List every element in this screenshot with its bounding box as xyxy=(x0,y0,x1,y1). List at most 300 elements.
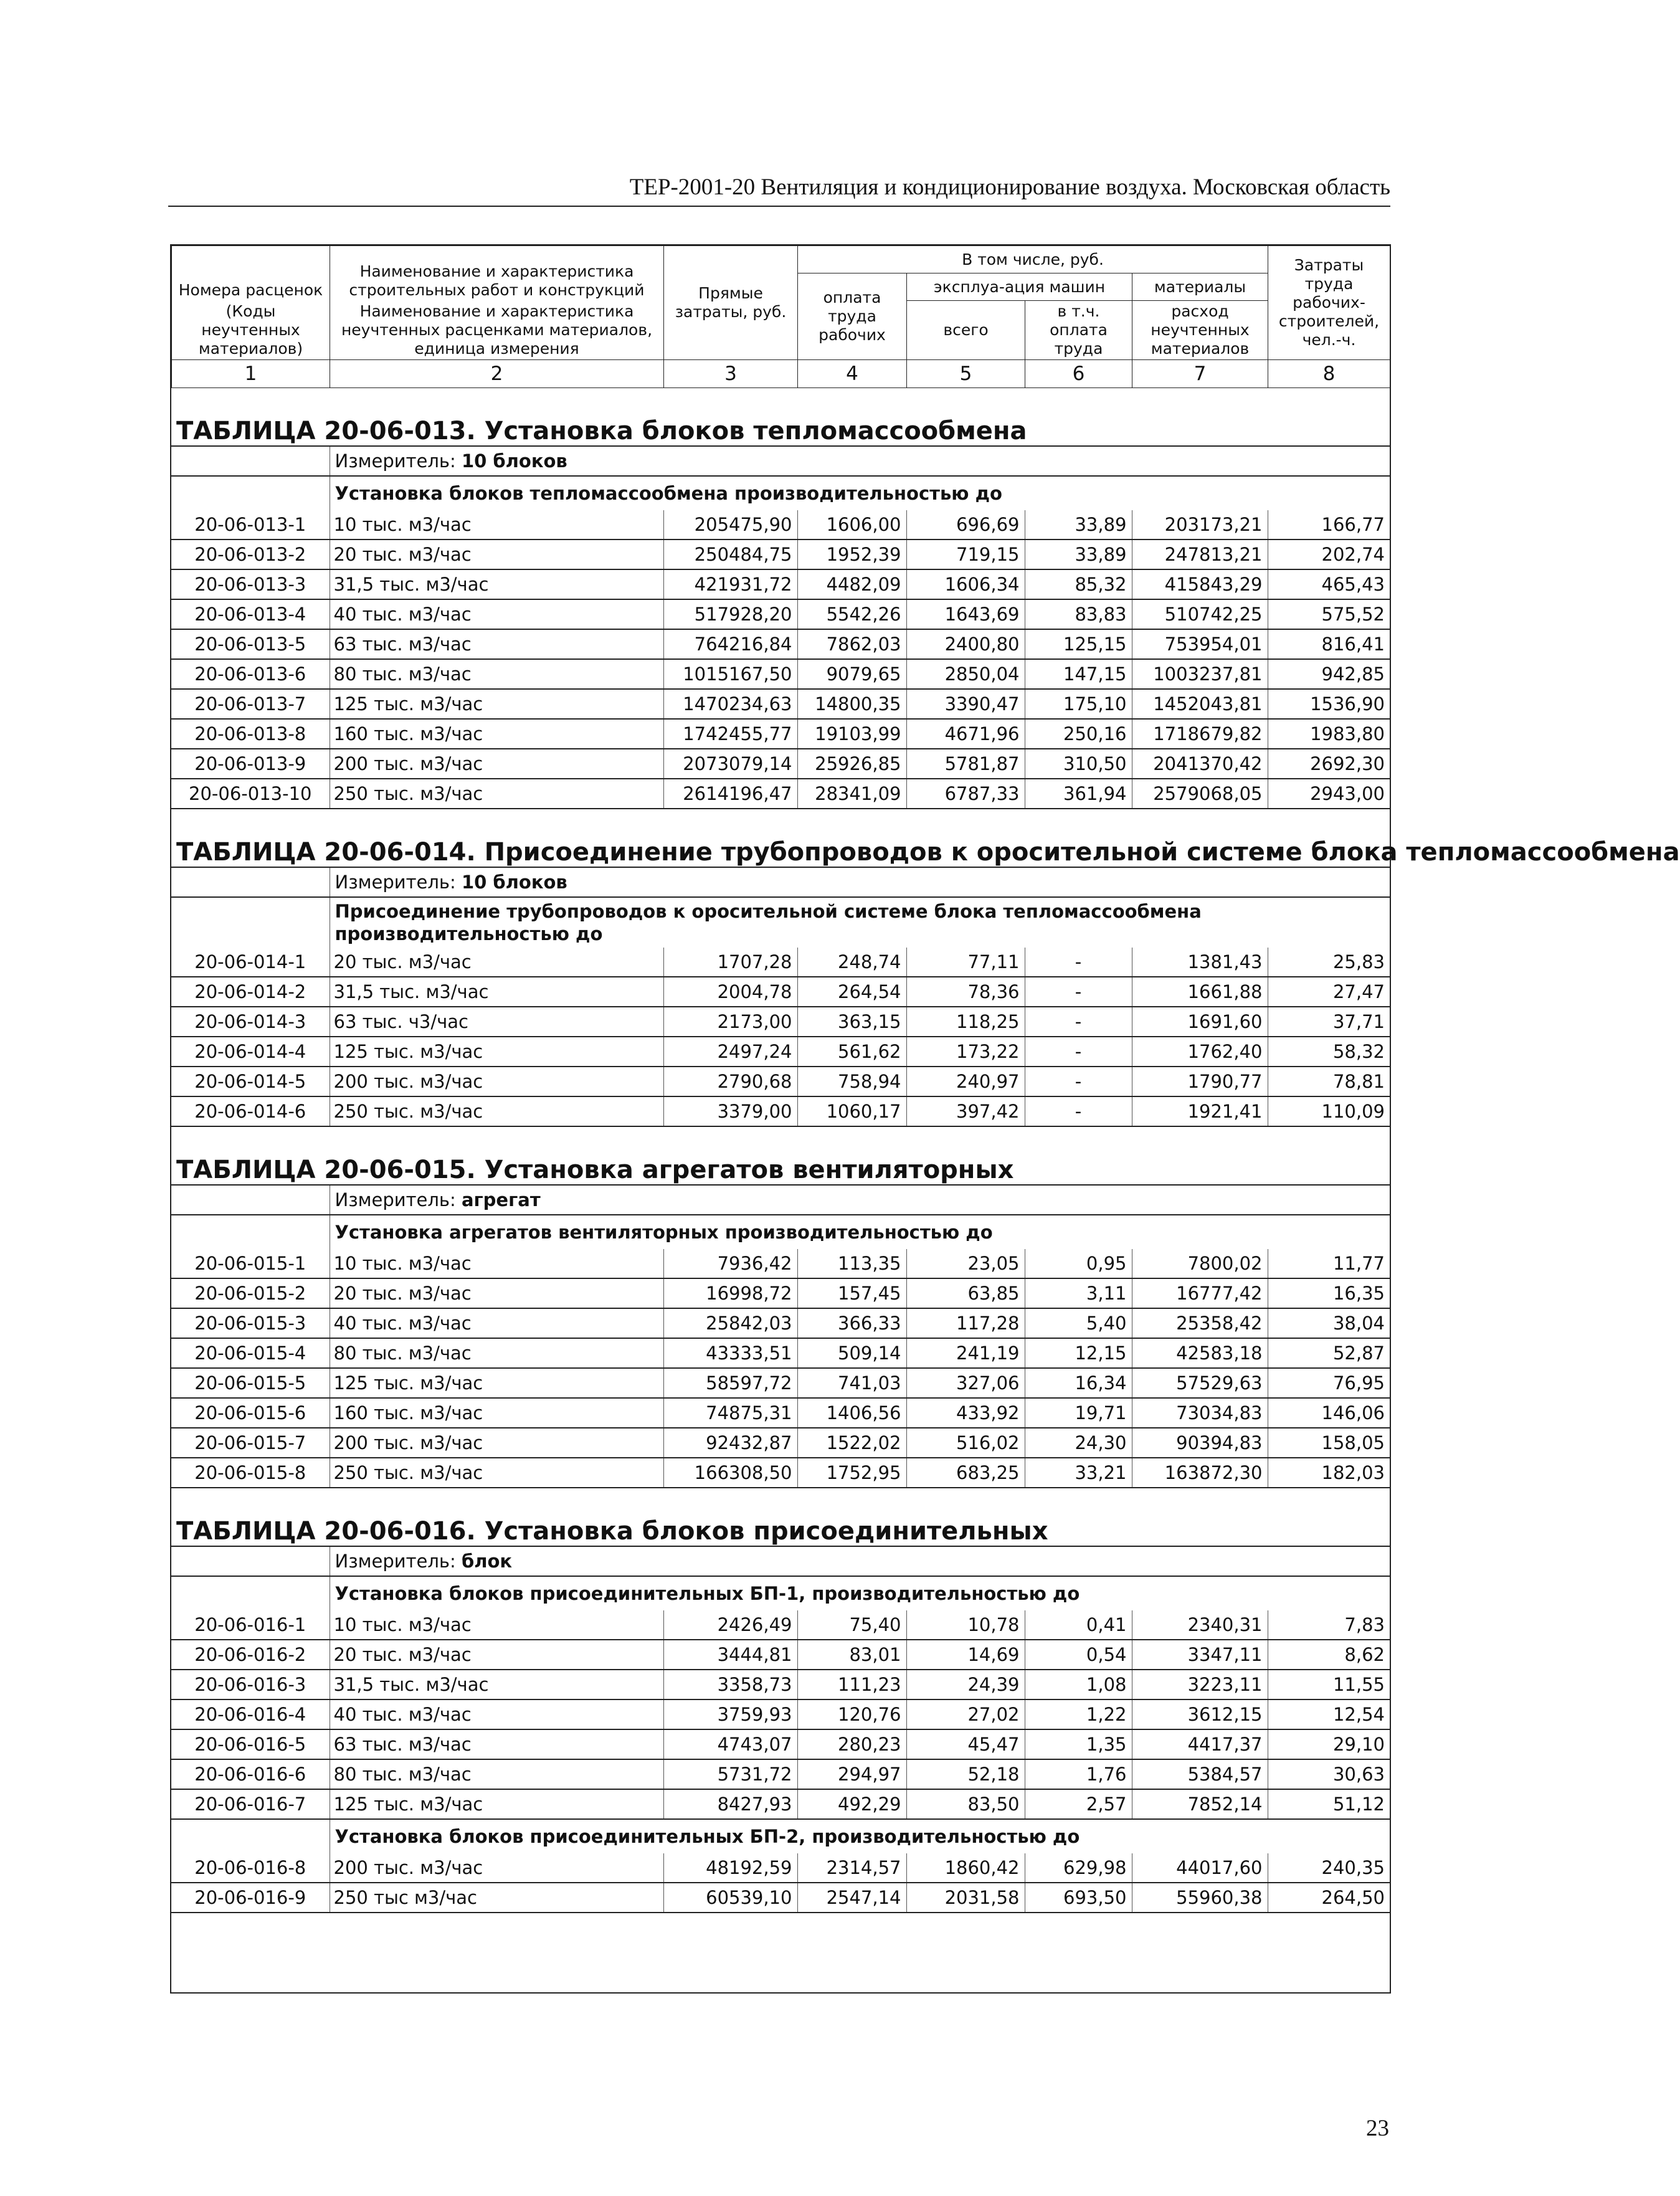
col-number: 6 xyxy=(1025,360,1132,388)
machines-labor: 1,76 xyxy=(1025,1759,1132,1789)
machines-total: 77,11 xyxy=(906,948,1025,977)
machines-total: 117,28 xyxy=(906,1308,1025,1338)
section-gap xyxy=(171,388,1390,417)
work-name: 200 тыс. м3/час xyxy=(330,1428,663,1458)
table-row xyxy=(171,569,1390,599)
labor-hours: 182,03 xyxy=(1268,1458,1390,1488)
labor-hours: 8,62 xyxy=(1268,1640,1390,1670)
labor-pay: 19103,99 xyxy=(797,719,906,749)
machines-labor: 629,98 xyxy=(1025,1853,1132,1883)
section-title: ТАБЛИЦА 20-06-013. Установка блоков тепломассообмена xyxy=(176,417,1027,445)
machines-total: 63,85 xyxy=(906,1278,1025,1308)
rate-code: 20-06-014-1 xyxy=(171,948,330,977)
labor-pay: 2547,14 xyxy=(797,1883,906,1913)
direct-cost: 4743,07 xyxy=(663,1729,797,1759)
labor-hours: 51,12 xyxy=(1268,1789,1390,1819)
direct-cost: 2173,00 xyxy=(663,1007,797,1037)
work-name: 63 тыс. ч3/час xyxy=(330,1007,663,1037)
machines-labor: 147,15 xyxy=(1025,659,1132,689)
measure-label: Измеритель: xyxy=(335,872,456,893)
machines-total: 433,92 xyxy=(906,1398,1025,1428)
materials-cost: 42583,18 xyxy=(1132,1338,1268,1368)
labor-hours: 52,87 xyxy=(1268,1338,1390,1368)
rate-code: 20-06-016-6 xyxy=(171,1759,330,1789)
labor-hours: 29,10 xyxy=(1268,1729,1390,1759)
group-subtitle: Установка блоков присоединительных БП-2, производительностью до xyxy=(330,1819,1390,1853)
work-name: 20 тыс. м3/час xyxy=(330,948,663,977)
table-row xyxy=(171,539,1390,569)
work-name: 20 тыс. м3/час xyxy=(330,1640,663,1670)
work-name: 200 тыс. м3/час xyxy=(330,749,663,779)
labor-pay: 248,74 xyxy=(797,948,906,977)
col7-header: расход неучтенных материалов xyxy=(1132,301,1268,360)
rate-code: 20-06-015-3 xyxy=(171,1308,330,1338)
direct-cost: 166308,50 xyxy=(663,1458,797,1488)
materials-cost: 753954,01 xyxy=(1132,629,1268,659)
direct-cost: 3379,00 xyxy=(663,1096,797,1126)
machines-total: 10,78 xyxy=(906,1610,1025,1640)
spacer xyxy=(171,1126,1390,1156)
direct-cost: 2073079,14 xyxy=(663,749,797,779)
labor-pay: 111,23 xyxy=(797,1670,906,1699)
table-row xyxy=(171,977,1390,1007)
rate-code: 20-06-016-5 xyxy=(171,1729,330,1759)
table-row xyxy=(171,1458,1390,1488)
table-row xyxy=(171,510,1390,539)
materials-cost: 1718679,82 xyxy=(1132,719,1268,749)
materials-cost: 25358,42 xyxy=(1132,1308,1268,1338)
direct-cost: 421931,72 xyxy=(663,569,797,599)
subtitle-code-cell xyxy=(171,897,330,948)
work-name: 80 тыс. м3/час xyxy=(330,1759,663,1789)
work-name: 125 тыс. м3/час xyxy=(330,1368,663,1398)
machines-labor: 0,41 xyxy=(1025,1610,1132,1640)
direct-cost: 58597,72 xyxy=(663,1368,797,1398)
machines-total: 3390,47 xyxy=(906,689,1025,719)
work-name: 80 тыс. м3/час xyxy=(330,1338,663,1368)
table-row xyxy=(171,1699,1390,1729)
direct-cost: 2497,24 xyxy=(663,1037,797,1067)
rate-code: 20-06-016-9 xyxy=(171,1883,330,1913)
col-number: 1 xyxy=(172,360,330,388)
col-number: 5 xyxy=(907,360,1025,388)
rate-code: 20-06-014-6 xyxy=(171,1096,330,1126)
labor-pay: 14800,35 xyxy=(797,689,906,719)
machines-total: 327,06 xyxy=(906,1368,1025,1398)
materials-cost: 2340,31 xyxy=(1132,1610,1268,1640)
labor-hours: 11,77 xyxy=(1268,1249,1390,1278)
rate-code: 20-06-014-3 xyxy=(171,1007,330,1037)
machines-total: 27,02 xyxy=(906,1699,1025,1729)
table-row xyxy=(171,1338,1390,1368)
section-title: ТАБЛИЦА 20-06-014. Присоединение трубопроводов к оросительной системе блока тепломассообмена xyxy=(176,838,1680,867)
labor-hours: 58,32 xyxy=(1268,1037,1390,1067)
materials-cost: 3612,15 xyxy=(1132,1699,1268,1729)
work-name: 125 тыс. м3/час xyxy=(330,1789,663,1819)
rate-code: 20-06-014-5 xyxy=(171,1067,330,1096)
section-gap xyxy=(171,1126,1390,1156)
direct-cost: 517928,20 xyxy=(663,599,797,629)
labor-hours: 25,83 xyxy=(1268,948,1390,977)
direct-cost: 2790,68 xyxy=(663,1067,797,1096)
labor-pay: 5542,26 xyxy=(797,599,906,629)
labor-hours: 11,55 xyxy=(1268,1670,1390,1699)
subtitle-row xyxy=(171,1576,1390,1610)
labor-hours: 146,06 xyxy=(1268,1398,1390,1428)
col5-header: всего xyxy=(907,301,1025,360)
col-number: 8 xyxy=(1268,360,1390,388)
section-title-row xyxy=(171,838,1390,867)
labor-pay: 561,62 xyxy=(797,1037,906,1067)
machines-total: 2031,58 xyxy=(906,1883,1025,1913)
work-name: 125 тыс. м3/час xyxy=(330,689,663,719)
measure-value: 10 блоков xyxy=(461,872,567,893)
direct-cost: 205475,90 xyxy=(663,510,797,539)
col4-header: оплата труда рабочих xyxy=(798,273,907,360)
direct-cost: 764216,84 xyxy=(663,629,797,659)
direct-cost: 1707,28 xyxy=(663,948,797,977)
labor-hours: 16,35 xyxy=(1268,1278,1390,1308)
work-name: 200 тыс. м3/час xyxy=(330,1067,663,1096)
price-table xyxy=(170,244,1680,1994)
machines-labor: 250,16 xyxy=(1025,719,1132,749)
machines-total: 1860,42 xyxy=(906,1853,1025,1883)
direct-cost: 5731,72 xyxy=(663,1759,797,1789)
group-subtitle: Присоединение трубопроводов к оросительной системе блока тепломассообмена производительностью до xyxy=(330,897,1390,948)
machines-labor: 12,15 xyxy=(1025,1338,1132,1368)
machines-labor: 1,35 xyxy=(1025,1729,1132,1759)
subtitle-row xyxy=(171,897,1390,948)
col-number: 2 xyxy=(330,360,664,388)
labor-hours: 942,85 xyxy=(1268,659,1390,689)
machines-total: 14,69 xyxy=(906,1640,1025,1670)
work-name: 20 тыс. м3/час xyxy=(330,539,663,569)
table-row xyxy=(171,779,1390,809)
direct-cost: 8427,93 xyxy=(663,1789,797,1819)
page-header: ТЕР-2001-20 Вентиляция и кондиционирование воздуха. Московская область xyxy=(629,174,1390,200)
measure-cell xyxy=(330,446,1390,476)
work-name: 40 тыс. м3/час xyxy=(330,599,663,629)
machines-labor: 5,40 xyxy=(1025,1308,1132,1338)
machines-total: 118,25 xyxy=(906,1007,1025,1037)
direct-cost: 2614196,47 xyxy=(663,779,797,809)
labor-pay: 9079,65 xyxy=(797,659,906,689)
materials-cost: 203173,21 xyxy=(1132,510,1268,539)
work-name: 160 тыс. м3/час xyxy=(330,719,663,749)
rate-code: 20-06-016-2 xyxy=(171,1640,330,1670)
direct-cost: 1015167,50 xyxy=(663,659,797,689)
direct-cost: 1742455,77 xyxy=(663,719,797,749)
machines-total: 397,42 xyxy=(906,1096,1025,1126)
machines-labor: 2,57 xyxy=(1025,1789,1132,1819)
table-row xyxy=(171,1789,1390,1819)
machines-total: 2400,80 xyxy=(906,629,1025,659)
labor-pay: 28341,09 xyxy=(797,779,906,809)
col2-header-bottom: Наименование и характеристика неучтенных расценками материалов, единица измерения xyxy=(330,301,664,360)
machines-labor: 693,50 xyxy=(1025,1883,1132,1913)
labor-pay: 1522,02 xyxy=(797,1428,906,1458)
measure-row xyxy=(171,446,1390,476)
labor-pay: 75,40 xyxy=(797,1610,906,1640)
work-name: 160 тыс. м3/час xyxy=(330,1398,663,1428)
labor-hours: 2943,00 xyxy=(1268,779,1390,809)
rate-code: 20-06-013-2 xyxy=(171,539,330,569)
machines-total: 1643,69 xyxy=(906,599,1025,629)
labor-hours: 37,71 xyxy=(1268,1007,1390,1037)
machines-total: 173,22 xyxy=(906,1037,1025,1067)
rate-code: 20-06-015-7 xyxy=(171,1428,330,1458)
materials-cost: 3223,11 xyxy=(1132,1670,1268,1699)
machines-total: 52,18 xyxy=(906,1759,1025,1789)
table-row xyxy=(171,1640,1390,1670)
measure-code-cell xyxy=(171,1185,330,1215)
materials-cost: 7800,02 xyxy=(1132,1249,1268,1278)
machines-total: 4671,96 xyxy=(906,719,1025,749)
page-number: 23 xyxy=(1366,2116,1389,2141)
materials-cost: 510742,25 xyxy=(1132,599,1268,629)
work-name: 10 тыс. м3/час xyxy=(330,1610,663,1640)
machines-labor: 125,15 xyxy=(1025,629,1132,659)
machines-total: 719,15 xyxy=(906,539,1025,569)
col6-header: в т.ч. оплата труда xyxy=(1025,301,1132,360)
work-name: 250 тыс. м3/час xyxy=(330,1096,663,1126)
labor-pay: 4482,09 xyxy=(797,569,906,599)
labor-hours: 7,83 xyxy=(1268,1610,1390,1640)
work-name: 40 тыс. м3/час xyxy=(330,1308,663,1338)
labor-hours: 166,77 xyxy=(1268,510,1390,539)
labor-pay: 25926,85 xyxy=(797,749,906,779)
spacer xyxy=(171,809,1390,838)
rate-code: 20-06-013-1 xyxy=(171,510,330,539)
direct-cost: 3358,73 xyxy=(663,1670,797,1699)
table-row xyxy=(171,719,1390,749)
rate-code: 20-06-013-6 xyxy=(171,659,330,689)
machines-labor: 310,50 xyxy=(1025,749,1132,779)
section-title: ТАБЛИЦА 20-06-016. Установка блоков присоединительных xyxy=(176,1517,1048,1546)
materials-cost: 1452043,81 xyxy=(1132,689,1268,719)
table-row xyxy=(171,1007,1390,1037)
direct-cost: 25842,03 xyxy=(663,1308,797,1338)
machines-labor: 33,89 xyxy=(1025,539,1132,569)
machines-total: 2850,04 xyxy=(906,659,1025,689)
rate-code: 20-06-013-9 xyxy=(171,749,330,779)
direct-cost: 2004,78 xyxy=(663,977,797,1007)
labor-hours: 110,09 xyxy=(1268,1096,1390,1126)
labor-pay: 83,01 xyxy=(797,1640,906,1670)
materials-cost: 415843,29 xyxy=(1132,569,1268,599)
labor-hours: 30,63 xyxy=(1268,1759,1390,1789)
direct-cost: 3444,81 xyxy=(663,1640,797,1670)
rate-code: 20-06-015-2 xyxy=(171,1278,330,1308)
machines-total: 241,19 xyxy=(906,1338,1025,1368)
labor-pay: 363,15 xyxy=(797,1007,906,1037)
section-gap xyxy=(171,1488,1390,1517)
machines-total: 23,05 xyxy=(906,1249,1025,1278)
measure-label: Измеритель: xyxy=(335,1189,456,1210)
table-row xyxy=(171,629,1390,659)
labor-pay: 2314,57 xyxy=(797,1853,906,1883)
materials-cost: 163872,30 xyxy=(1132,1458,1268,1488)
machines-total: 45,47 xyxy=(906,1729,1025,1759)
measure-code-cell xyxy=(171,867,330,897)
machines-labor: - xyxy=(1025,977,1132,1007)
rate-code: 20-06-016-7 xyxy=(171,1789,330,1819)
machines-labor: - xyxy=(1025,948,1132,977)
column-numbers xyxy=(172,360,1390,388)
machines-labor: 0,95 xyxy=(1025,1249,1132,1278)
col-number: 3 xyxy=(664,360,798,388)
labor-pay: 280,23 xyxy=(797,1729,906,1759)
machines-total: 516,02 xyxy=(906,1428,1025,1458)
work-name: 200 тыс. м3/час xyxy=(330,1853,663,1883)
machines-labor: - xyxy=(1025,1067,1132,1096)
labor-hours: 1536,90 xyxy=(1268,689,1390,719)
labor-hours: 465,43 xyxy=(1268,569,1390,599)
measure-value: блок xyxy=(461,1551,513,1572)
col8-header: Затраты труда рабочих-строителей, чел.-ч. xyxy=(1268,246,1390,360)
machines-labor: 33,89 xyxy=(1025,510,1132,539)
measure-label: Измеритель: xyxy=(335,450,456,472)
machines-total: 6787,33 xyxy=(906,779,1025,809)
materials-cost: 1691,60 xyxy=(1132,1007,1268,1037)
materials-cost: 55960,38 xyxy=(1132,1883,1268,1913)
group-subtitle: Установка агрегатов вентиляторных производительностью до xyxy=(330,1215,1390,1249)
rate-code: 20-06-014-2 xyxy=(171,977,330,1007)
machines-labor: 361,94 xyxy=(1025,779,1132,809)
machines-labor: 1,22 xyxy=(1025,1699,1132,1729)
materials-cost: 4417,37 xyxy=(1132,1729,1268,1759)
work-name: 31,5 тыс. м3/час xyxy=(330,977,663,1007)
work-name: 31,5 тыс. м3/час xyxy=(330,1670,663,1699)
subtitle-row xyxy=(171,1819,1390,1853)
rate-code: 20-06-015-6 xyxy=(171,1398,330,1428)
table-row xyxy=(171,1096,1390,1126)
table-row xyxy=(171,1368,1390,1398)
rate-code: 20-06-016-4 xyxy=(171,1699,330,1729)
labor-pay: 741,03 xyxy=(797,1368,906,1398)
machines-total: 240,97 xyxy=(906,1067,1025,1096)
column-header xyxy=(171,245,1390,388)
rate-code: 20-06-013-10 xyxy=(171,779,330,809)
direct-cost: 60539,10 xyxy=(663,1883,797,1913)
labor-pay: 120,76 xyxy=(797,1699,906,1729)
materials-cost: 1381,43 xyxy=(1132,948,1268,977)
labor-hours: 202,74 xyxy=(1268,539,1390,569)
table-row xyxy=(171,948,1390,977)
work-name: 31,5 тыс. м3/час xyxy=(330,569,663,599)
machines-total: 696,69 xyxy=(906,510,1025,539)
work-name: 40 тыс. м3/час xyxy=(330,1699,663,1729)
direct-cost: 43333,51 xyxy=(663,1338,797,1368)
machines-labor: 85,32 xyxy=(1025,569,1132,599)
table-row xyxy=(171,1037,1390,1067)
rate-code: 20-06-013-5 xyxy=(171,629,330,659)
labor-pay: 1606,00 xyxy=(797,510,906,539)
col-number: 7 xyxy=(1132,360,1268,388)
subtitle-code-cell xyxy=(171,1215,330,1249)
col2-header-top: Наименование и характеристика строительных работ и конструкций xyxy=(330,246,664,301)
measure-cell xyxy=(330,1546,1390,1576)
rate-code: 20-06-013-8 xyxy=(171,719,330,749)
materials-cost: 73034,83 xyxy=(1132,1398,1268,1428)
machines-labor: - xyxy=(1025,1007,1132,1037)
labor-hours: 264,50 xyxy=(1268,1883,1390,1913)
measure-code-cell xyxy=(171,446,330,476)
section-gap xyxy=(171,809,1390,838)
section-title: ТАБЛИЦА 20-06-015. Установка агрегатов вентиляторных xyxy=(176,1156,1014,1184)
materials-cost: 1921,41 xyxy=(1132,1096,1268,1126)
machines-total: 5781,87 xyxy=(906,749,1025,779)
rate-code: 20-06-016-8 xyxy=(171,1853,330,1883)
measure-row xyxy=(171,867,1390,897)
price-table-body xyxy=(171,388,1680,1913)
work-name: 250 тыс. м3/час xyxy=(330,1458,663,1488)
machines-labor: 1,08 xyxy=(1025,1670,1132,1699)
machines-labor: 175,10 xyxy=(1025,689,1132,719)
table-row xyxy=(171,689,1390,719)
measure-value: 10 блоков xyxy=(461,450,567,472)
direct-cost: 2426,49 xyxy=(663,1610,797,1640)
col-group-header: В том числе, руб. xyxy=(798,246,1268,273)
subtitle-code-cell xyxy=(171,1819,330,1853)
labor-hours: 575,52 xyxy=(1268,599,1390,629)
direct-cost: 1470234,63 xyxy=(663,689,797,719)
table-row xyxy=(171,599,1390,629)
materials-cost: 1762,40 xyxy=(1132,1037,1268,1067)
direct-cost: 250484,75 xyxy=(663,539,797,569)
header-rule xyxy=(168,206,1390,207)
direct-cost: 7936,42 xyxy=(663,1249,797,1278)
labor-hours: 76,95 xyxy=(1268,1368,1390,1398)
machines-total: 24,39 xyxy=(906,1670,1025,1699)
group-subtitle: Установка блоков присоединительных БП-1, производительностью до xyxy=(330,1576,1390,1610)
measure-code-cell xyxy=(171,1546,330,1576)
col-number: 4 xyxy=(798,360,907,388)
materials-cost: 90394,83 xyxy=(1132,1428,1268,1458)
section-title-row xyxy=(171,1156,1390,1185)
rate-code: 20-06-015-5 xyxy=(171,1368,330,1398)
rate-code: 20-06-013-7 xyxy=(171,689,330,719)
measure-value: агрегат xyxy=(461,1189,541,1210)
subtitle-row xyxy=(171,1215,1390,1249)
work-name: 250 тыс. м3/час xyxy=(330,779,663,809)
table-row xyxy=(171,1067,1390,1096)
col1-header-top: Номера расценок xyxy=(172,246,330,301)
work-name: 10 тыс. м3/час xyxy=(330,1249,663,1278)
work-name: 80 тыс. м3/час xyxy=(330,659,663,689)
measure-cell xyxy=(330,1185,1390,1215)
direct-cost: 3759,93 xyxy=(663,1699,797,1729)
table-row xyxy=(171,1759,1390,1789)
measure-row xyxy=(171,1185,1390,1215)
materials-cost: 1661,88 xyxy=(1132,977,1268,1007)
labor-hours: 78,81 xyxy=(1268,1067,1390,1096)
machines-labor: 19,71 xyxy=(1025,1398,1132,1428)
machines-total: 83,50 xyxy=(906,1789,1025,1819)
subtitle-row xyxy=(171,476,1390,510)
machines-labor: 0,54 xyxy=(1025,1640,1132,1670)
rate-code: 20-06-016-1 xyxy=(171,1610,330,1640)
machines-total: 1606,34 xyxy=(906,569,1025,599)
table-row xyxy=(171,1249,1390,1278)
section-title-row xyxy=(171,1517,1390,1546)
materials-cost: 2041370,42 xyxy=(1132,749,1268,779)
labor-hours: 240,35 xyxy=(1268,1853,1390,1883)
work-name: 250 тыс м3/час xyxy=(330,1883,663,1913)
materials-cost: 247813,21 xyxy=(1132,539,1268,569)
table-row xyxy=(171,1278,1390,1308)
labor-hours: 158,05 xyxy=(1268,1428,1390,1458)
